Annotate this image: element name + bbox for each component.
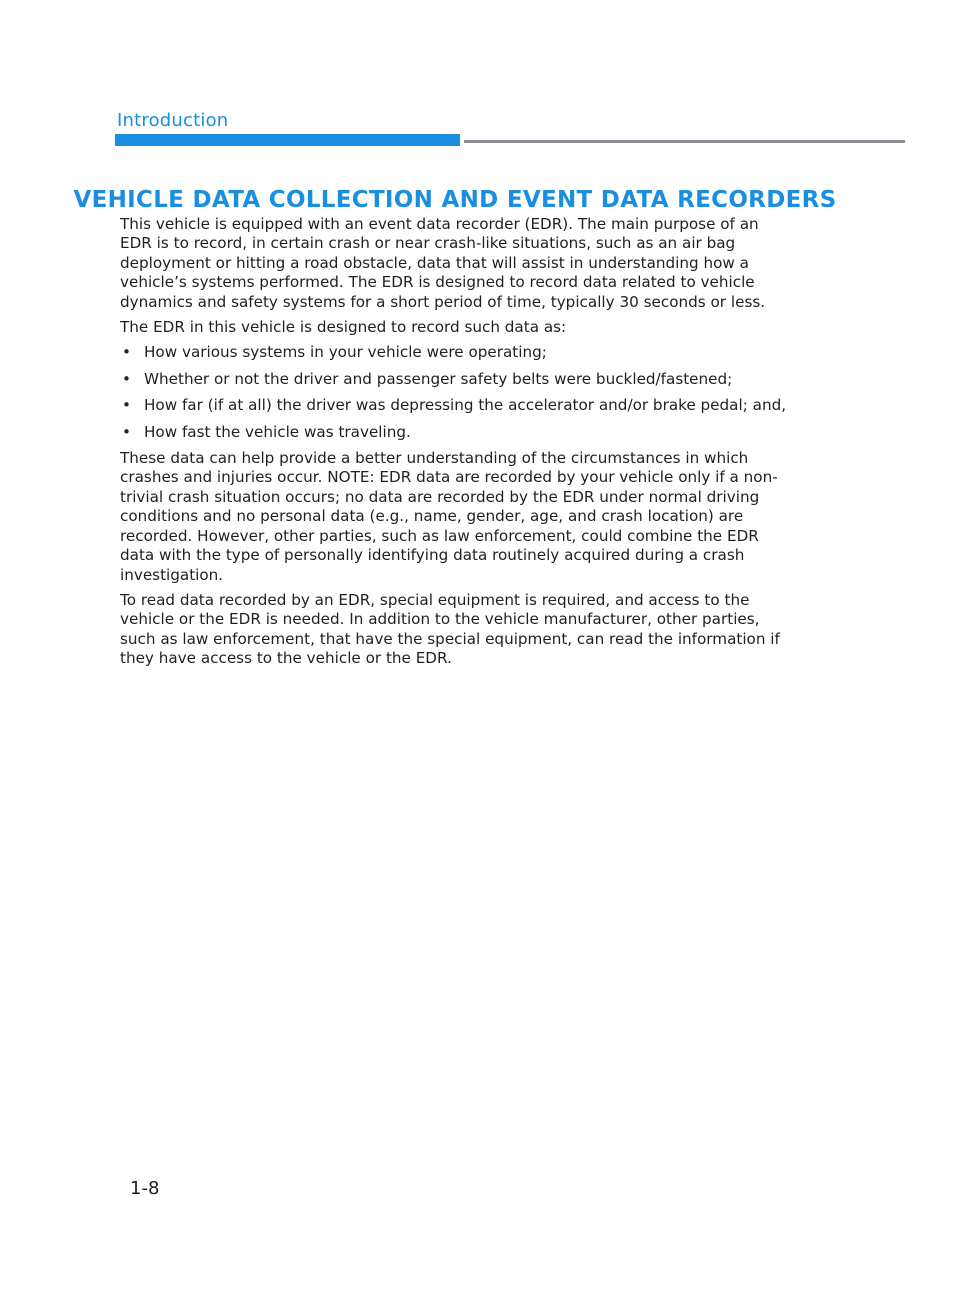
recorded-data-list [120, 343, 795, 442]
list-item-text: Whether or not the driver and passenger safety belts were buckled/fastened; [144, 369, 733, 388]
list-item [120, 370, 795, 389]
list-intro-paragraph: The EDR in this vehicle is designed to record such data as: [120, 318, 567, 337]
intro-paragraph: This vehicle is equipped with an event data recorder (EDR). The main purpose of an EDR is to record, in certain crash or near crash-like situations, such as an air bag deployment or hitting a road obstacle, data that will assist in understanding how a vehicle’s systems performed. The EDR is designed to record data related to vehicle dynamics and safety systems for a short period of time, typically 30 seconds or less. [120, 215, 766, 311]
page-number: 1-8 [130, 1178, 160, 1199]
header-rule-line [464, 140, 905, 143]
page-heading: VEHICLE DATA COLLECTION AND EVENT DATA RECORDERS [73, 187, 837, 214]
bullet-icon: • [122, 396, 131, 415]
list-item-text: How fast the vehicle was traveling. [144, 422, 411, 441]
bullet-icon: • [122, 343, 131, 362]
bullet-icon: • [122, 422, 131, 441]
header-rule [115, 134, 905, 146]
header-rule-accent [115, 134, 460, 146]
circumstances-paragraph: These data can help provide a better understanding of the circumstances in which crashes and injuries occur. NOTE: EDR data are recorded by your vehicle only if a non-trivial crash situation occurs; no data are recorded by the EDR under normal driving conditions and no personal data (e.g., name, gender, age, and crash location) are recorded. However, other parties, such as law enforcement, could combine the EDR data with the type of personally identifying data routinely acquired during a crash investigation. [120, 449, 778, 584]
section-label: Introduction [117, 110, 229, 131]
body-content [120, 215, 795, 675]
list-item-text: How far (if at all) the driver was depressing the accelerator and/or brake pedal; and, [144, 396, 787, 415]
access-paragraph: To read data recorded by an EDR, special equipment is required, and access to the vehicle or the EDR is needed. In addition to the vehicle manufacturer, other parties, such as law enforcement, that have the special equipment, can read the information if they have access to the vehicle or the EDR. [120, 590, 780, 668]
list-item [120, 343, 795, 362]
list-item [120, 396, 795, 415]
list-item [120, 423, 795, 442]
list-item-text: How various systems in your vehicle were operating; [144, 343, 547, 362]
bullet-icon: • [122, 369, 131, 388]
